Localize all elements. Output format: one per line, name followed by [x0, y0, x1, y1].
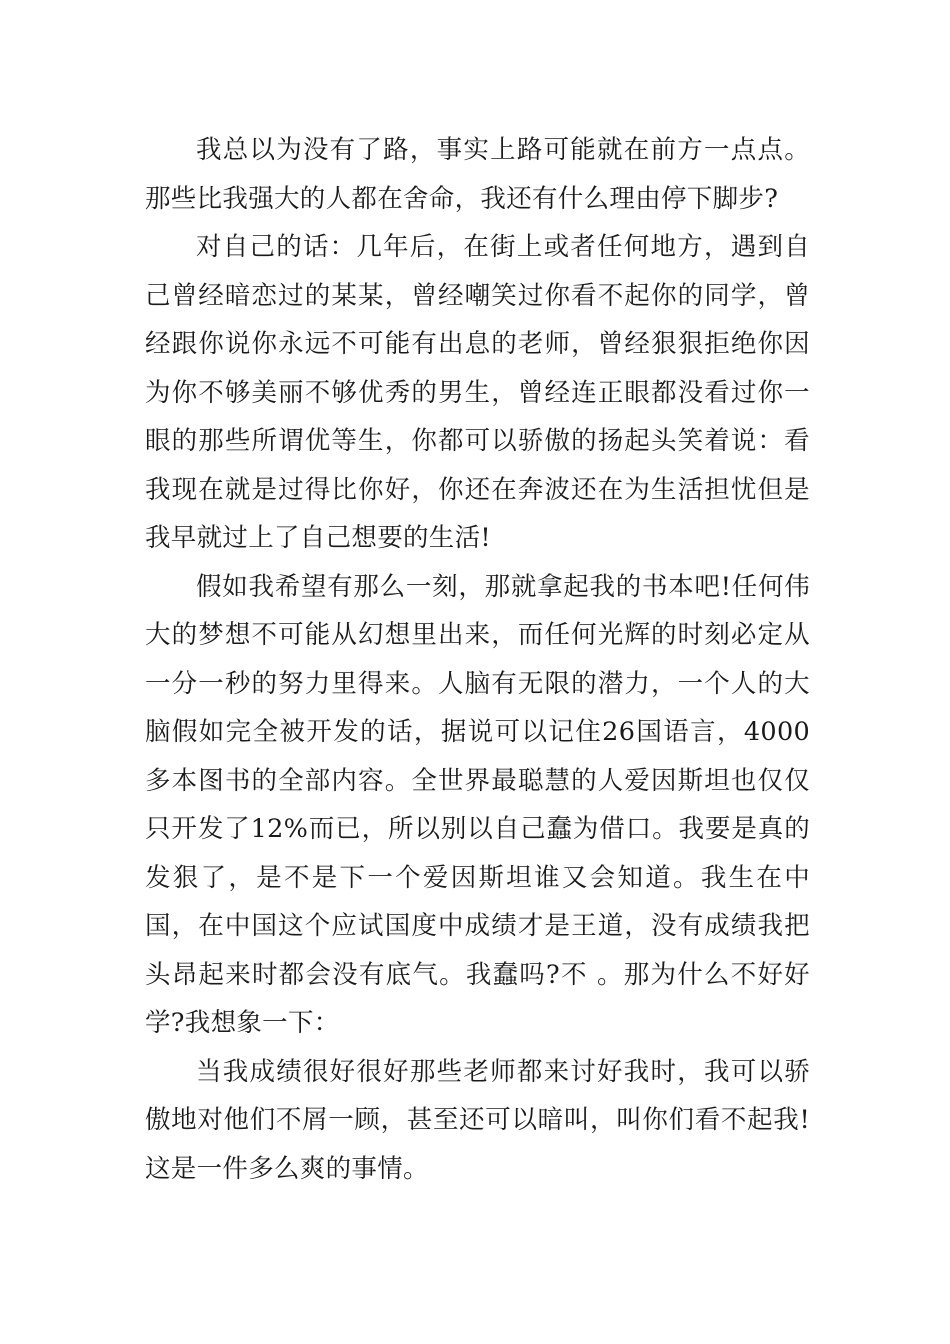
paragraph-4: 当我成绩很好很好那些老师都来讨好我时，我可以骄傲地对他们不屑一顾，甚至还可以暗叫，叫你们看不起我!这是一件多么爽的事情。 [145, 1056, 810, 1184]
paragraph-1: 我总以为没有了路，事实上路可能就在前方一点点。那些比我强大的人都在舍命，我还有什么理由停下脚步? [145, 135, 810, 214]
document-body [145, 126, 810, 1193]
paragraph-2: 对自己的话：几年后，在街上或者任何地方，遇到自己曾经暗恋过的某某，曾经嘲笑过你看不起你的同学，曾经跟你说你永远不可能有出息的老师，曾经狠狠拒绝你因为你不够美丽不够优秀的男生，曾经连正眼都没看过你一眼的那些所谓优等生，你都可以骄傲的扬起头笑着说：看我现在就是过得比你好，你还在奔波还在为生活担忧但是我早就过上了自己想要的生活! [145, 232, 810, 553]
paragraph-3: 假如我希望有那么一刻，那就拿起我的书本吧!任何伟大的梦想不可能从幻想里出来，而任何光辉的时刻必定从一分一秒的努力里得来。人脑有无限的潜力，一个人的大脑假如完全被开发的话，据说可以记住26国语言，4000多本图书的全部内容。全世界最聪慧的人爱因斯坦也仅仅只开发了12%而已，所以别以自己蠢为借口。我要是真的发狠了，是不是下一个爱因斯坦谁又会知道。我生在中国，在中国这个应试国度中成绩才是王道，没有成绩我把头昂起来时都会没有底气。我蠢吗?不 。那为什么不好好学?我想象一下： [145, 571, 810, 1038]
